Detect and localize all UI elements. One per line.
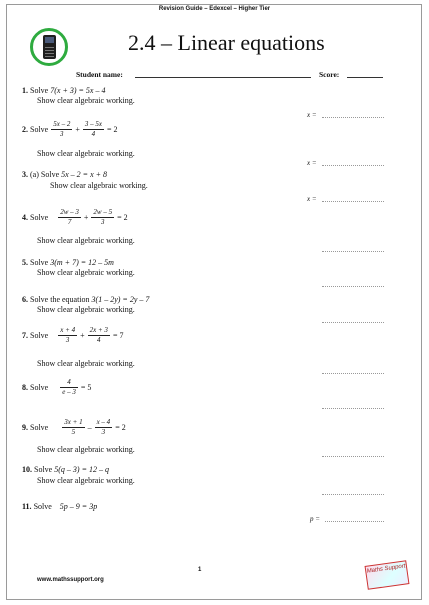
question-5 (22, 258, 114, 268)
answer-line[interactable] (322, 373, 384, 374)
question-10 (22, 465, 109, 475)
student-name-label: Student name: (76, 70, 123, 79)
working-instruction: Show clear algebraic working. (37, 445, 135, 454)
equation: 7(x + 3) = 5x – 4 (50, 86, 106, 95)
question-number: 8. (22, 382, 28, 392)
question-8 (22, 378, 91, 397)
working-instruction: Show clear algebraic working. (37, 476, 135, 485)
answer-label: p = (310, 515, 320, 523)
page-header: Revision Guide – Edexcel – Higher Tier (158, 6, 271, 12)
question-number: 7. (22, 330, 28, 340)
equation: 5x – 2 = x + 8 (61, 170, 108, 179)
equation: 3(m + 7) = 12 – 5m (50, 258, 114, 267)
fraction: $\frac{x - 4}{3}$ (96, 418, 111, 436)
question-3 (22, 170, 107, 180)
equation: 5(q – 3) = 12 – q (54, 465, 109, 474)
answer-line[interactable] (322, 494, 384, 495)
page-number: 1 (198, 567, 202, 573)
question-number: 9. (22, 422, 28, 432)
answer-line[interactable] (322, 117, 384, 118)
fraction: $\frac{3 - 5x}{4}$ (84, 120, 102, 138)
question-1 (22, 86, 105, 96)
student-name-field[interactable] (135, 77, 311, 78)
answer-line[interactable] (322, 322, 384, 323)
question-prefix: Solve (30, 212, 49, 222)
working-instruction: Show clear algebraic working. (37, 268, 135, 277)
question-prefix: Solve (33, 502, 52, 511)
fraction: $\frac{5x - 2}{3}$ (53, 120, 71, 138)
question-number: 1. (22, 86, 28, 95)
question-prefix: Solve (30, 382, 49, 392)
question-prefix: Solve (30, 124, 49, 134)
operator: – (87, 422, 92, 432)
fraction: $\frac{2w - 3}{7}$ (60, 208, 79, 226)
equation: 3(1 – 2y) = 2y – 7 (91, 295, 150, 304)
question-number: 11. (22, 502, 32, 511)
fraction: $\frac{4}{e - 3}$ (62, 378, 76, 396)
working-instruction: Show clear algebraic working. (37, 359, 135, 368)
question-7 (22, 326, 123, 345)
question-number: 3. (22, 170, 28, 179)
fraction: $\frac{2x + 3}{4}$ (89, 326, 108, 344)
calculator-icon (30, 28, 68, 66)
working-instruction: Show clear algebraic working. (37, 305, 135, 314)
question-prefix: Solve (30, 330, 49, 340)
question-number: 5. (22, 258, 28, 267)
maths-support-logo: Maths Support (365, 560, 410, 590)
question-number: 4. (22, 212, 28, 222)
equation: 5p – 9 = 3p (59, 502, 98, 511)
working-instruction: Show clear algebraic working. (37, 96, 135, 105)
score-field[interactable] (347, 77, 383, 78)
page-title: 2.4 – Linear equations (128, 30, 325, 55)
fraction: $\frac{3x + 1}{5}$ (64, 418, 83, 436)
fraction: $\frac{2w - 5}{3}$ (93, 208, 113, 226)
question-prefix: Solve (30, 86, 49, 95)
answer-label: x = (307, 111, 317, 119)
answer-line[interactable] (325, 521, 384, 522)
question-number: 6. (22, 295, 28, 304)
question-number: 10. (22, 465, 32, 474)
question-prefix: Solve (34, 465, 53, 474)
answer-line[interactable] (322, 165, 384, 166)
equation-rhs: = 5 (80, 382, 92, 392)
question-9 (22, 418, 126, 437)
answer-line[interactable] (322, 408, 384, 409)
answer-label: x = (307, 159, 317, 167)
question-prefix: Solve (30, 422, 49, 432)
question-prefix: Solve (40, 170, 60, 179)
working-instruction: Show clear algebraic working. (37, 149, 135, 158)
question-4 (22, 208, 128, 227)
operator: + (83, 212, 89, 222)
answer-line[interactable] (322, 456, 384, 457)
question-prefix: Solve (30, 258, 49, 267)
working-instruction: Show clear algebraic working. (50, 181, 148, 190)
score-label: Score: (319, 70, 340, 79)
operator: + (80, 330, 85, 340)
answer-label: x = (307, 195, 317, 203)
question-2 (22, 120, 117, 139)
question-11 (22, 502, 97, 512)
equation-rhs: = 2 (106, 124, 118, 134)
working-instruction: Show clear algebraic working. (37, 236, 135, 245)
equation-rhs: = 7 (112, 330, 124, 340)
question-part: (a) (30, 170, 39, 179)
operator: + (75, 124, 80, 134)
question-text: Solve the equation (30, 295, 90, 304)
answer-line[interactable] (322, 251, 384, 252)
equation-rhs: = 2 (117, 212, 128, 222)
equation-rhs: = 2 (115, 422, 126, 432)
question-6 (22, 295, 149, 305)
answer-line[interactable] (322, 201, 384, 202)
answer-line[interactable] (322, 286, 384, 287)
fraction: $\frac{x + 4}{3}$ (60, 326, 76, 344)
question-number: 2. (22, 124, 28, 134)
footer-url[interactable]: www.mathssupport.org (37, 577, 104, 583)
